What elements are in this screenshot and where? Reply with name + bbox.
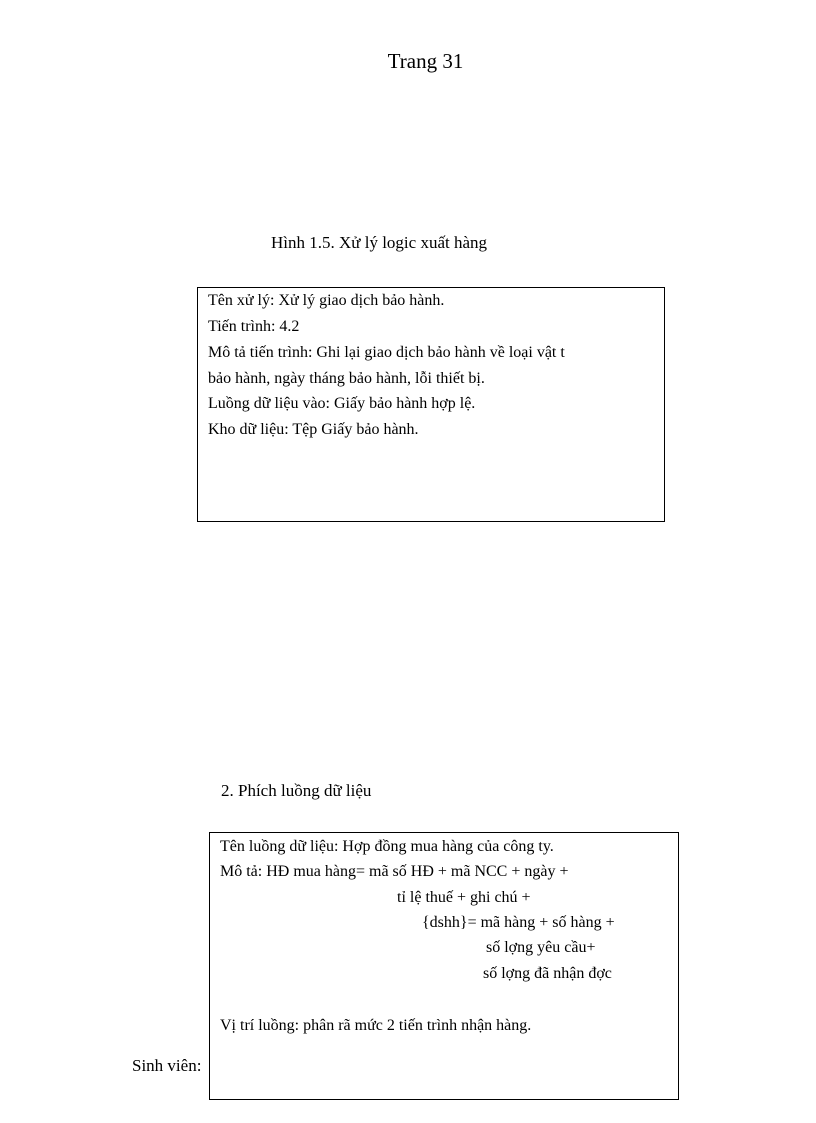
process-name-line: Tên xử lý: Xử lý giao dịch bảo hành. [208, 292, 445, 309]
flow-description-line-4: số lợng yêu cầu+ [486, 939, 596, 956]
figure-caption: Hình 1.5. Xử lý logic xuất hàng [271, 233, 488, 252]
flow-description-line-3: {dshh}= mã hàng + số hàng + [422, 914, 615, 931]
process-spec-box [197, 287, 665, 522]
flow-description-line-5: số lợng đã nhận đợc [483, 965, 612, 982]
process-input-flow-line: Luồng dữ liệu vào: Giấy bảo hành hợp lệ. [208, 395, 476, 412]
flow-description-line-1: Mô tả: HĐ mua hàng= mã số HĐ + mã NCC + ngày + [220, 863, 569, 880]
page-number: Trang 31 [387, 49, 464, 73]
section-title: 2. Phích luồng dữ liệu [221, 781, 372, 800]
flow-name-line: Tên luồng dữ liệu: Hợp đồng mua hàng của công ty. [220, 838, 554, 855]
process-description-line-1: Mô tả tiến trình: Ghi lại giao dịch bảo hành về loại vật t [208, 344, 565, 361]
process-data-store-line: Kho dữ liệu: Tệp Giấy bảo hành. [208, 421, 419, 438]
student-label: Sinh viên: [132, 1056, 202, 1075]
flow-description-line-2: tỉ lệ thuế + ghi chú + [397, 889, 531, 906]
process-description-line-2: bảo hành, ngày tháng bảo hành, lỗi thiết bị. [208, 370, 485, 387]
flow-location-line: Vị trí luồng: phân rã mức 2 tiến trình nhận hàng. [220, 1017, 532, 1034]
data-flow-spec-box [209, 832, 679, 1100]
process-id-line: Tiến trình: 4.2 [208, 318, 300, 335]
